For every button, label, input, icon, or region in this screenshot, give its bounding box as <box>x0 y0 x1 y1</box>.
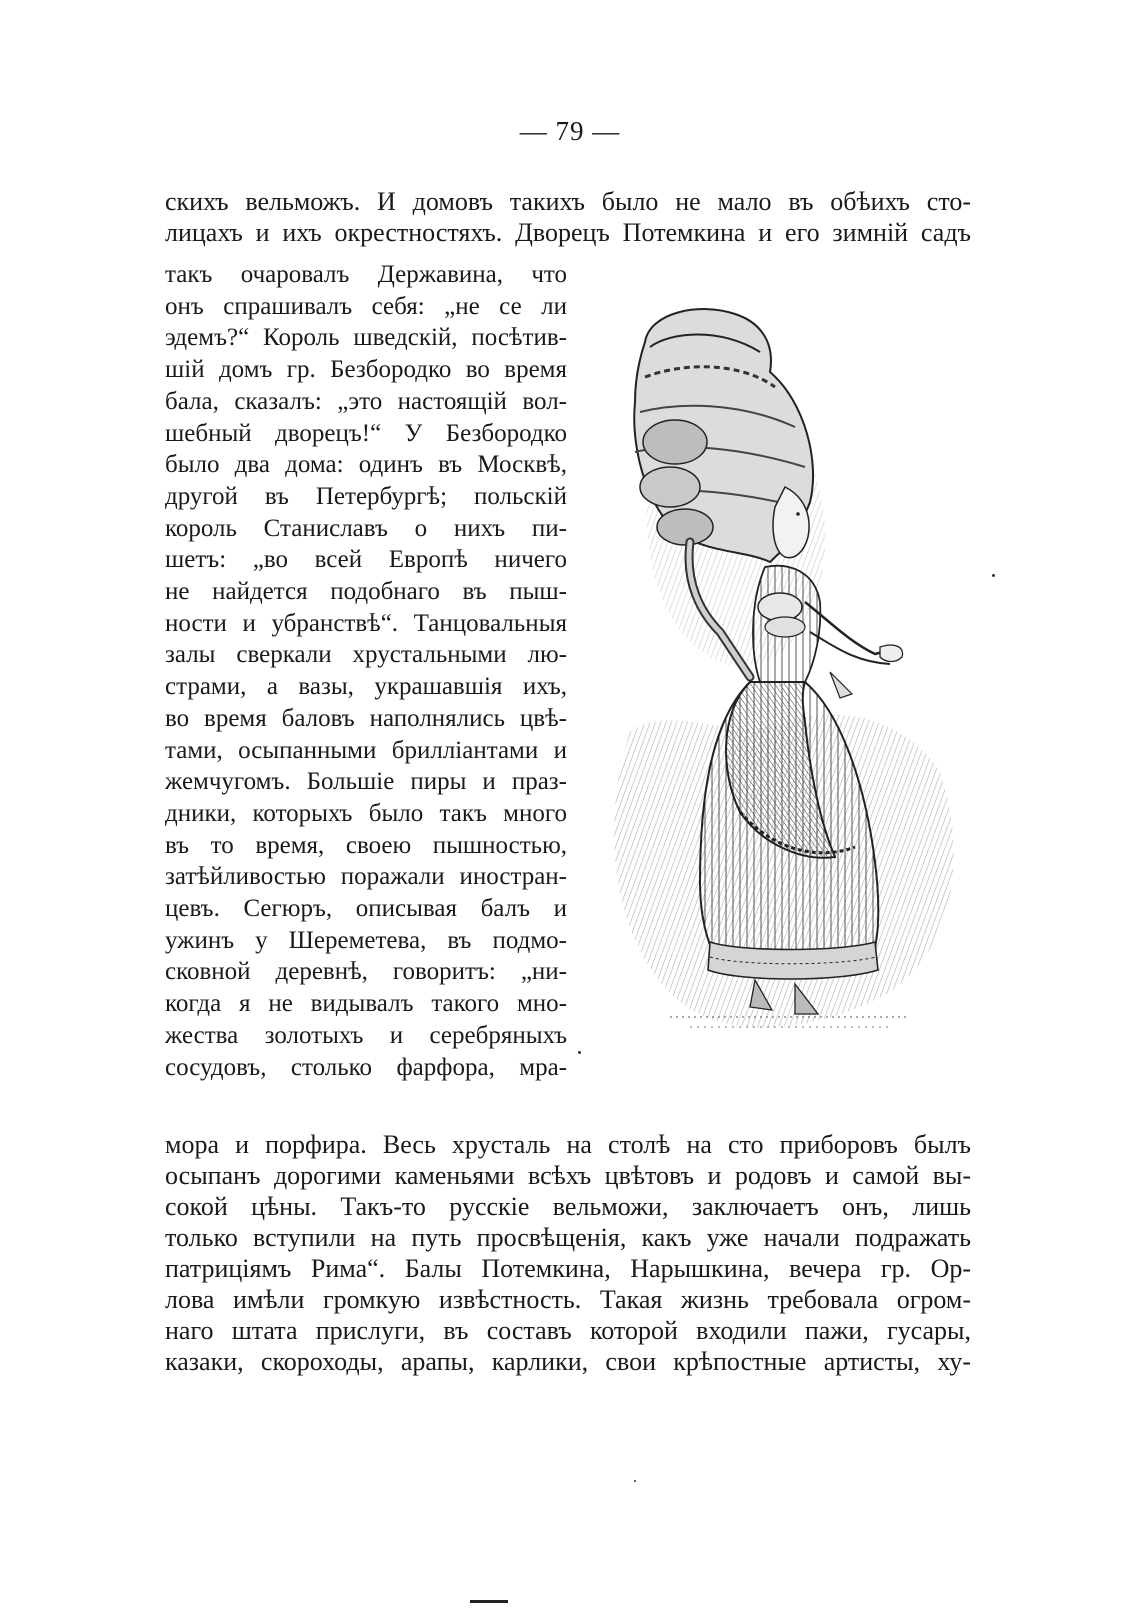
text-line: ности и убранствѣ“. Танцовальныя <box>165 609 567 637</box>
text-line: дники, которыхъ было такъ много <box>165 799 567 827</box>
print-speck <box>992 574 995 577</box>
print-speck <box>578 1051 581 1054</box>
text-line: сосудовъ, столько фарфора, мра- <box>165 1053 567 1081</box>
text-line: жемчугомъ. Большіе пиры и праз- <box>165 768 567 796</box>
text-line: шебный дворецъ!“ У Безбородко <box>165 419 567 447</box>
text-line: въ то время, своею пышностью, <box>165 831 567 859</box>
text-line: залы сверкали хрустальными лю- <box>165 641 567 669</box>
text-line: лова имѣли громкую извѣстность. Такая жизнь требовала огром- <box>165 1285 971 1314</box>
text-line: затѣйливостью поражали иностран- <box>165 863 567 891</box>
engraving-lady-with-tall-coiffure-icon <box>590 302 980 1062</box>
text-line: было два дома: одинъ въ Москвѣ, <box>165 451 567 479</box>
paragraph-wrapped-around-illustration <box>165 259 567 1083</box>
text-line: шій домъ гр. Безбородко во время <box>165 356 567 384</box>
text-line: наго штата прислуги, въ составъ которой входили пажи, гусары, <box>165 1316 971 1345</box>
footer-rule <box>470 1600 508 1603</box>
text-line: страми, а вазы, украшавшія ихъ, <box>165 673 567 701</box>
text-line: жества золотыхъ и серебряныхъ <box>165 1021 567 1049</box>
text-line: лицахъ и ихъ окрестностяхъ. Дворецъ Потемкина и его зимній садъ <box>165 218 971 247</box>
print-speck <box>634 1480 636 1482</box>
text-line: цевъ. Сегюръ, описывая балъ и <box>165 895 567 923</box>
text-line: другой въ Петербургѣ; польскій <box>165 482 567 510</box>
text-line: только вступили на путь просвѣщенія, какъ уже начали подражать <box>165 1223 971 1252</box>
paragraph-top <box>165 186 971 248</box>
engraving-illustration <box>590 302 980 1062</box>
text-line: сокой цѣны. Такъ-то русскіе вельможи, заключаетъ онъ, лишь <box>165 1192 971 1221</box>
text-line: мора и порфира. Весь хрусталь на столѣ на сто приборовъ былъ <box>165 1130 971 1159</box>
text-line: такъ очаровалъ Державина, что <box>165 261 567 288</box>
text-line: осыпанъ дорогими каменьями всѣхъ цвѣтовъ и родовъ и самой вы- <box>165 1161 971 1190</box>
text-line: казаки, скороходы, арапы, карлики, свои крѣпостные артисты, ху- <box>165 1347 971 1376</box>
text-line: сковной деревнѣ, говоритъ: „ни- <box>165 958 567 986</box>
text-line: когда я не видывалъ такого мно- <box>165 990 567 1018</box>
text-line: во время баловъ наполнялись цвѣ- <box>165 704 567 732</box>
text-line: бала, сказалъ: „это настоящій вол- <box>165 387 567 415</box>
page-number: — 79 — <box>519 116 621 146</box>
text-line: онъ спрашивалъ себя: „не се ли <box>165 292 567 320</box>
text-line: эдемъ?“ Король шведскій, посѣтив- <box>165 324 567 352</box>
text-line: не найдется подобнаго въ пыш- <box>165 578 567 606</box>
paragraph-bottom <box>165 1129 971 1377</box>
text-line: шетъ: „во всей Европѣ ничего <box>165 546 567 574</box>
text-line: патриціямъ Рима“. Балы Потемкина, Нарышкина, вечера гр. Ор- <box>165 1254 971 1283</box>
text-line: скихъ вельможъ. И домовъ такихъ было не мало въ обѣихъ сто- <box>165 187 971 216</box>
text-line: тами, осыпанными брилліантами и <box>165 736 567 764</box>
text-line: король Станиславъ о нихъ пи- <box>165 514 567 542</box>
text-line: ужинъ у Шереметева, въ подмо- <box>165 926 567 954</box>
